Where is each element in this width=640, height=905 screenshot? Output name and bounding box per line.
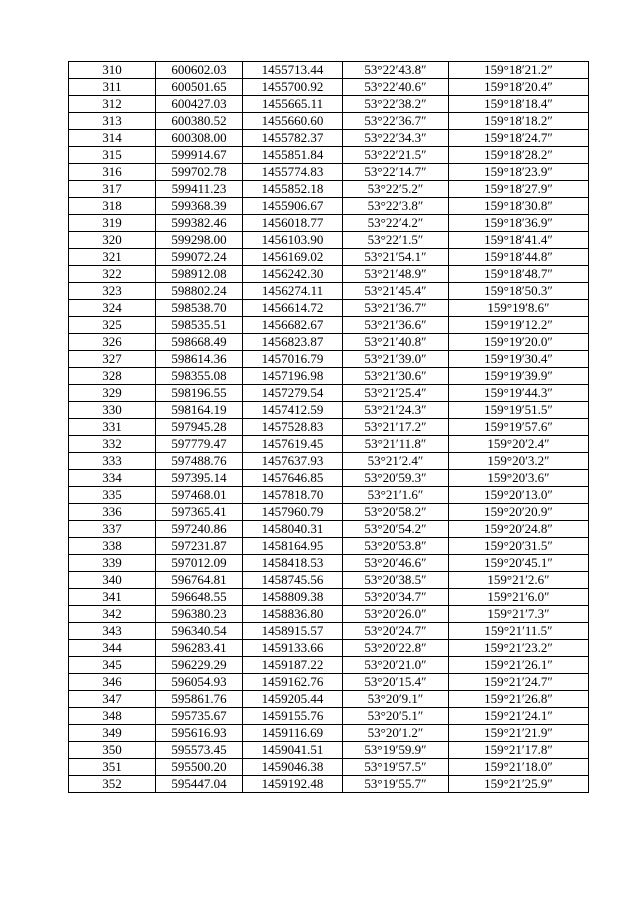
point-number-cell: 341 (69, 589, 156, 606)
x-coordinate-cell: 595616.93 (156, 725, 243, 742)
longitude-cell: 159°18′23.9″ (449, 164, 589, 181)
table-row (69, 776, 589, 793)
longitude-cell: 159°20′45.1″ (449, 555, 589, 572)
point-number-cell: 322 (69, 266, 156, 283)
longitude-cell: 159°18′28.2″ (449, 147, 589, 164)
longitude-cell: 159°18′18.4″ (449, 96, 589, 113)
point-number-cell: 316 (69, 164, 156, 181)
x-coordinate-cell: 598538.70 (156, 300, 243, 317)
table-row (69, 742, 589, 759)
x-coordinate-cell: 598196.55 (156, 385, 243, 402)
y-coordinate-cell: 1456682.67 (243, 317, 343, 334)
y-coordinate-cell: 1459205.44 (243, 691, 343, 708)
y-coordinate-cell: 1456274.11 (243, 283, 343, 300)
longitude-cell: 159°19′39.9″ (449, 368, 589, 385)
longitude-cell: 159°21′23.2″ (449, 640, 589, 657)
x-coordinate-cell: 600380.52 (156, 113, 243, 130)
y-coordinate-cell: 1456242.30 (243, 266, 343, 283)
x-coordinate-cell: 597240.86 (156, 521, 243, 538)
y-coordinate-cell: 1455782.37 (243, 130, 343, 147)
latitude-cell: 53°21′39.0″ (343, 351, 449, 368)
point-number-cell: 312 (69, 96, 156, 113)
y-coordinate-cell: 1455852.18 (243, 181, 343, 198)
y-coordinate-cell: 1459041.51 (243, 742, 343, 759)
latitude-cell: 53°21′45.4″ (343, 283, 449, 300)
table-row (69, 334, 589, 351)
x-coordinate-cell: 596340.54 (156, 623, 243, 640)
x-coordinate-cell: 597231.87 (156, 538, 243, 555)
point-number-cell: 342 (69, 606, 156, 623)
latitude-cell: 53°22′3.8″ (343, 198, 449, 215)
x-coordinate-cell: 598164.19 (156, 402, 243, 419)
table-row (69, 504, 589, 521)
table-row (69, 470, 589, 487)
latitude-cell: 53°21′36.6″ (343, 317, 449, 334)
y-coordinate-cell: 1458915.57 (243, 623, 343, 640)
y-coordinate-cell: 1456169.02 (243, 249, 343, 266)
x-coordinate-cell: 599382.46 (156, 215, 243, 232)
y-coordinate-cell: 1459192.48 (243, 776, 343, 793)
y-coordinate-cell: 1457818.70 (243, 487, 343, 504)
latitude-cell: 53°20′54.2″ (343, 521, 449, 538)
x-coordinate-cell: 597365.41 (156, 504, 243, 521)
table-row (69, 62, 589, 79)
longitude-cell: 159°18′36.9″ (449, 215, 589, 232)
point-number-cell: 310 (69, 62, 156, 79)
x-coordinate-cell: 596283.41 (156, 640, 243, 657)
x-coordinate-cell: 598802.24 (156, 283, 243, 300)
point-number-cell: 324 (69, 300, 156, 317)
latitude-cell: 53°22′40.6″ (343, 79, 449, 96)
table-row (69, 453, 589, 470)
table-row (69, 385, 589, 402)
point-number-cell: 317 (69, 181, 156, 198)
latitude-cell: 53°21′17.2″ (343, 419, 449, 436)
table-row (69, 572, 589, 589)
longitude-cell: 159°21′26.1″ (449, 657, 589, 674)
table-row (69, 368, 589, 385)
table-row (69, 725, 589, 742)
y-coordinate-cell: 1457637.93 (243, 453, 343, 470)
table-row (69, 555, 589, 572)
point-number-cell: 329 (69, 385, 156, 402)
latitude-cell: 53°21′1.6″ (343, 487, 449, 504)
x-coordinate-cell: 597012.09 (156, 555, 243, 572)
latitude-cell: 53°20′46.6″ (343, 555, 449, 572)
y-coordinate-cell: 1457196.98 (243, 368, 343, 385)
longitude-cell: 159°21′25.9″ (449, 776, 589, 793)
latitude-cell: 53°20′22.8″ (343, 640, 449, 657)
table-row (69, 657, 589, 674)
latitude-cell: 53°22′36.7″ (343, 113, 449, 130)
latitude-cell: 53°21′24.3″ (343, 402, 449, 419)
longitude-cell: 159°20′20.9″ (449, 504, 589, 521)
longitude-cell: 159°20′3.6″ (449, 470, 589, 487)
point-number-cell: 320 (69, 232, 156, 249)
x-coordinate-cell: 598355.08 (156, 368, 243, 385)
point-number-cell: 323 (69, 283, 156, 300)
table-row (69, 283, 589, 300)
x-coordinate-cell: 596054.93 (156, 674, 243, 691)
latitude-cell: 53°21′2.4″ (343, 453, 449, 470)
y-coordinate-cell: 1455700.92 (243, 79, 343, 96)
longitude-cell: 159°20′2.4″ (449, 436, 589, 453)
point-number-cell: 348 (69, 708, 156, 725)
longitude-cell: 159°18′27.9″ (449, 181, 589, 198)
table-row (69, 521, 589, 538)
x-coordinate-cell: 597488.76 (156, 453, 243, 470)
point-number-cell: 340 (69, 572, 156, 589)
latitude-cell: 53°19′57.5″ (343, 759, 449, 776)
point-number-cell: 319 (69, 215, 156, 232)
table-row (69, 300, 589, 317)
longitude-cell: 159°21′21.9″ (449, 725, 589, 742)
table-row (69, 419, 589, 436)
longitude-cell: 159°18′44.8″ (449, 249, 589, 266)
point-number-cell: 335 (69, 487, 156, 504)
latitude-cell: 53°20′59.3″ (343, 470, 449, 487)
table-row (69, 759, 589, 776)
table-row (69, 147, 589, 164)
table-row (69, 232, 589, 249)
latitude-cell: 53°22′5.2″ (343, 181, 449, 198)
table-row (69, 266, 589, 283)
y-coordinate-cell: 1458745.56 (243, 572, 343, 589)
latitude-cell: 53°22′34.3″ (343, 130, 449, 147)
y-coordinate-cell: 1459116.69 (243, 725, 343, 742)
point-number-cell: 351 (69, 759, 156, 776)
x-coordinate-cell: 598535.51 (156, 317, 243, 334)
latitude-cell: 53°22′38.2″ (343, 96, 449, 113)
latitude-cell: 53°21′11.8″ (343, 436, 449, 453)
longitude-cell: 159°19′57.6″ (449, 419, 589, 436)
point-number-cell: 345 (69, 657, 156, 674)
longitude-cell: 159°20′24.8″ (449, 521, 589, 538)
x-coordinate-cell: 600308.00 (156, 130, 243, 147)
longitude-cell: 159°18′18.2″ (449, 113, 589, 130)
latitude-cell: 53°21′25.4″ (343, 385, 449, 402)
point-number-cell: 349 (69, 725, 156, 742)
y-coordinate-cell: 1456823.87 (243, 334, 343, 351)
x-coordinate-cell: 600501.65 (156, 79, 243, 96)
y-coordinate-cell: 1459162.76 (243, 674, 343, 691)
y-coordinate-cell: 1457528.83 (243, 419, 343, 436)
point-number-cell: 326 (69, 334, 156, 351)
table-row (69, 487, 589, 504)
x-coordinate-cell: 597468.01 (156, 487, 243, 504)
longitude-cell: 159°21′17.8″ (449, 742, 589, 759)
table-row (69, 215, 589, 232)
table-row (69, 79, 589, 96)
y-coordinate-cell: 1455665.11 (243, 96, 343, 113)
point-number-cell: 311 (69, 79, 156, 96)
table-row (69, 691, 589, 708)
latitude-cell: 53°20′53.8″ (343, 538, 449, 555)
latitude-cell: 53°21′54.1″ (343, 249, 449, 266)
point-number-cell: 327 (69, 351, 156, 368)
latitude-cell: 53°22′21.5″ (343, 147, 449, 164)
x-coordinate-cell: 595500.20 (156, 759, 243, 776)
x-coordinate-cell: 599702.78 (156, 164, 243, 181)
latitude-cell: 53°20′9.1″ (343, 691, 449, 708)
point-number-cell: 315 (69, 147, 156, 164)
point-number-cell: 334 (69, 470, 156, 487)
latitude-cell: 53°22′4.2″ (343, 215, 449, 232)
point-number-cell: 314 (69, 130, 156, 147)
latitude-cell: 53°20′24.7″ (343, 623, 449, 640)
latitude-cell: 53°20′15.4″ (343, 674, 449, 691)
latitude-cell: 53°20′21.0″ (343, 657, 449, 674)
longitude-cell: 159°19′51.5″ (449, 402, 589, 419)
y-coordinate-cell: 1455906.67 (243, 198, 343, 215)
y-coordinate-cell: 1455713.44 (243, 62, 343, 79)
table-row (69, 198, 589, 215)
longitude-cell: 159°19′30.4″ (449, 351, 589, 368)
longitude-cell: 159°18′41.4″ (449, 232, 589, 249)
point-number-cell: 344 (69, 640, 156, 657)
y-coordinate-cell: 1458836.80 (243, 606, 343, 623)
x-coordinate-cell: 595735.67 (156, 708, 243, 725)
table-row (69, 113, 589, 130)
latitude-cell: 53°20′1.2″ (343, 725, 449, 742)
x-coordinate-cell: 597395.14 (156, 470, 243, 487)
latitude-cell: 53°21′48.9″ (343, 266, 449, 283)
x-coordinate-cell: 599411.23 (156, 181, 243, 198)
x-coordinate-cell: 599298.00 (156, 232, 243, 249)
longitude-cell: 159°19′8.6″ (449, 300, 589, 317)
table-row (69, 606, 589, 623)
point-number-cell: 328 (69, 368, 156, 385)
table-row (69, 674, 589, 691)
x-coordinate-cell: 595447.04 (156, 776, 243, 793)
longitude-cell: 159°18′20.4″ (449, 79, 589, 96)
y-coordinate-cell: 1455774.83 (243, 164, 343, 181)
y-coordinate-cell: 1459187.22 (243, 657, 343, 674)
point-number-cell: 332 (69, 436, 156, 453)
longitude-cell: 159°18′21.2″ (449, 62, 589, 79)
point-number-cell: 339 (69, 555, 156, 572)
table-row (69, 351, 589, 368)
y-coordinate-cell: 1458164.95 (243, 538, 343, 555)
y-coordinate-cell: 1458809.38 (243, 589, 343, 606)
longitude-cell: 159°18′24.7″ (449, 130, 589, 147)
x-coordinate-cell: 596648.55 (156, 589, 243, 606)
table-row (69, 317, 589, 334)
x-coordinate-cell: 598614.36 (156, 351, 243, 368)
longitude-cell: 159°21′24.1″ (449, 708, 589, 725)
table-row (69, 436, 589, 453)
y-coordinate-cell: 1457412.59 (243, 402, 343, 419)
longitude-cell: 159°21′26.8″ (449, 691, 589, 708)
table-row (69, 589, 589, 606)
y-coordinate-cell: 1455660.60 (243, 113, 343, 130)
y-coordinate-cell: 1457016.79 (243, 351, 343, 368)
point-number-cell: 330 (69, 402, 156, 419)
y-coordinate-cell: 1459133.66 (243, 640, 343, 657)
latitude-cell: 53°19′55.7″ (343, 776, 449, 793)
latitude-cell: 53°22′14.7″ (343, 164, 449, 181)
point-number-cell: 318 (69, 198, 156, 215)
y-coordinate-cell: 1458418.53 (243, 555, 343, 572)
x-coordinate-cell: 598912.08 (156, 266, 243, 283)
y-coordinate-cell: 1459155.76 (243, 708, 343, 725)
table-row (69, 538, 589, 555)
point-number-cell: 321 (69, 249, 156, 266)
y-coordinate-cell: 1458040.31 (243, 521, 343, 538)
point-number-cell: 338 (69, 538, 156, 555)
latitude-cell: 53°20′5.1″ (343, 708, 449, 725)
point-number-cell: 347 (69, 691, 156, 708)
longitude-cell: 159°21′18.0″ (449, 759, 589, 776)
longitude-cell: 159°21′11.5″ (449, 623, 589, 640)
point-number-cell: 336 (69, 504, 156, 521)
table-row (69, 640, 589, 657)
latitude-cell: 53°21′40.8″ (343, 334, 449, 351)
x-coordinate-cell: 600427.03 (156, 96, 243, 113)
point-number-cell: 313 (69, 113, 156, 130)
y-coordinate-cell: 1457646.85 (243, 470, 343, 487)
longitude-cell: 159°21′2.6″ (449, 572, 589, 589)
point-number-cell: 350 (69, 742, 156, 759)
longitude-cell: 159°21′6.0″ (449, 589, 589, 606)
table-row (69, 402, 589, 419)
latitude-cell: 53°20′58.2″ (343, 504, 449, 521)
x-coordinate-cell: 599368.39 (156, 198, 243, 215)
table-row (69, 181, 589, 198)
x-coordinate-cell: 598668.49 (156, 334, 243, 351)
point-number-cell: 346 (69, 674, 156, 691)
table-row (69, 130, 589, 147)
table-row (69, 164, 589, 181)
x-coordinate-cell: 596764.81 (156, 572, 243, 589)
longitude-cell: 159°18′30.8″ (449, 198, 589, 215)
y-coordinate-cell: 1456614.72 (243, 300, 343, 317)
x-coordinate-cell: 597945.28 (156, 419, 243, 436)
longitude-cell: 159°21′7.3″ (449, 606, 589, 623)
x-coordinate-cell: 599072.24 (156, 249, 243, 266)
longitude-cell: 159°20′3.2″ (449, 453, 589, 470)
x-coordinate-cell: 597779.47 (156, 436, 243, 453)
latitude-cell: 53°21′36.7″ (343, 300, 449, 317)
point-number-cell: 337 (69, 521, 156, 538)
x-coordinate-cell: 599914.67 (156, 147, 243, 164)
longitude-cell: 159°18′48.7″ (449, 266, 589, 283)
longitude-cell: 159°20′31.5″ (449, 538, 589, 555)
point-number-cell: 352 (69, 776, 156, 793)
y-coordinate-cell: 1459046.38 (243, 759, 343, 776)
x-coordinate-cell: 595861.76 (156, 691, 243, 708)
x-coordinate-cell: 595573.45 (156, 742, 243, 759)
y-coordinate-cell: 1456018.77 (243, 215, 343, 232)
x-coordinate-cell: 596229.29 (156, 657, 243, 674)
latitude-cell: 53°19′59.9″ (343, 742, 449, 759)
longitude-cell: 159°19′44.3″ (449, 385, 589, 402)
point-number-cell: 331 (69, 419, 156, 436)
coordinates-table-body (69, 62, 589, 793)
longitude-cell: 159°19′20.0″ (449, 334, 589, 351)
latitude-cell: 53°20′34.7″ (343, 589, 449, 606)
table-row (69, 708, 589, 725)
table-row (69, 249, 589, 266)
latitude-cell: 53°22′43.8″ (343, 62, 449, 79)
coordinates-table (68, 61, 589, 793)
latitude-cell: 53°22′1.5″ (343, 232, 449, 249)
y-coordinate-cell: 1455851.84 (243, 147, 343, 164)
latitude-cell: 53°20′38.5″ (343, 572, 449, 589)
table-row (69, 623, 589, 640)
x-coordinate-cell: 600602.03 (156, 62, 243, 79)
y-coordinate-cell: 1457619.45 (243, 436, 343, 453)
point-number-cell: 343 (69, 623, 156, 640)
longitude-cell: 159°21′24.7″ (449, 674, 589, 691)
longitude-cell: 159°19′12.2″ (449, 317, 589, 334)
table-row (69, 96, 589, 113)
y-coordinate-cell: 1457960.79 (243, 504, 343, 521)
latitude-cell: 53°21′30.6″ (343, 368, 449, 385)
longitude-cell: 159°20′13.0″ (449, 487, 589, 504)
point-number-cell: 325 (69, 317, 156, 334)
longitude-cell: 159°18′50.3″ (449, 283, 589, 300)
x-coordinate-cell: 596380.23 (156, 606, 243, 623)
point-number-cell: 333 (69, 453, 156, 470)
y-coordinate-cell: 1456103.90 (243, 232, 343, 249)
y-coordinate-cell: 1457279.54 (243, 385, 343, 402)
latitude-cell: 53°20′26.0″ (343, 606, 449, 623)
